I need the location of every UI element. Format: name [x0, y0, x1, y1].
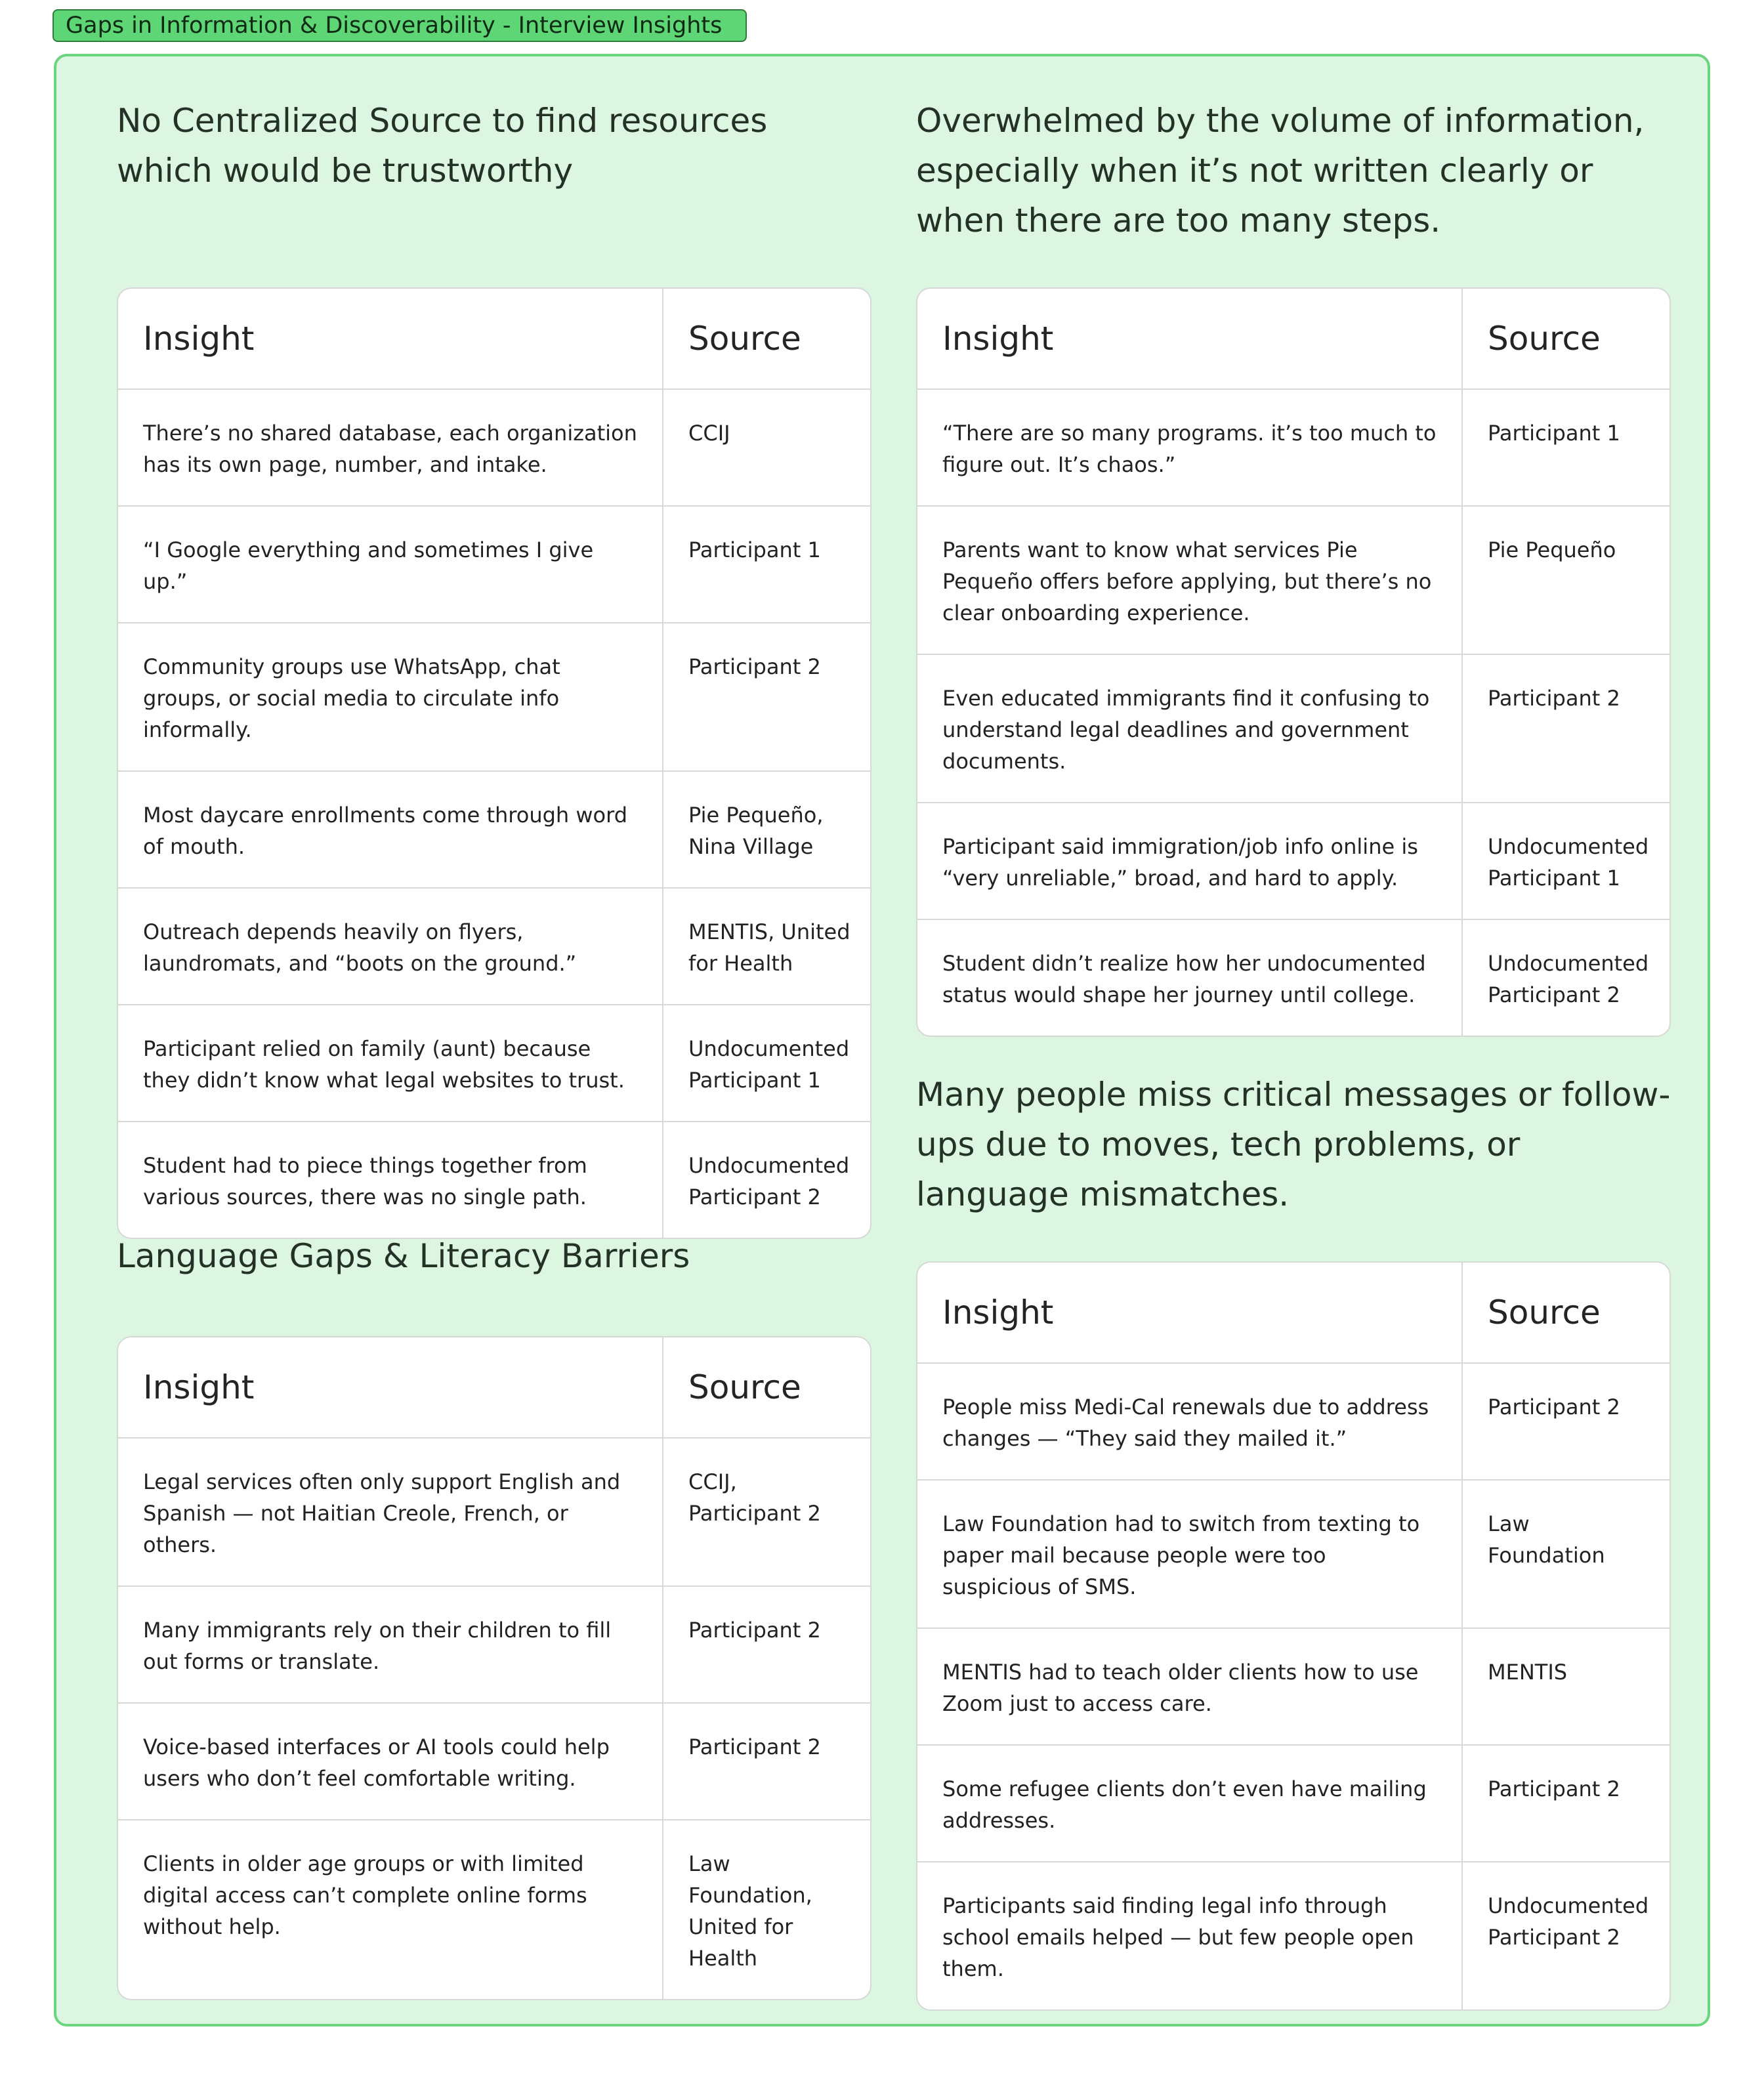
insight-cell: Some refugee clients don’t even have mailing addresses. — [917, 1745, 1462, 1862]
insight-cell: Outreach depends heavily on flyers, laundromats, and “boots on the ground.” — [118, 888, 663, 1005]
insights-table-card — [117, 287, 872, 1239]
table-row — [118, 1703, 870, 1820]
source-cell: Participant 2 — [663, 1703, 870, 1820]
table-header-row — [118, 1337, 870, 1438]
table-row — [118, 1438, 870, 1586]
table-row — [917, 1363, 1670, 1480]
source-cell: Participant 2 — [1462, 1363, 1670, 1480]
source-cell: Participant 2 — [663, 623, 870, 771]
insight-column-header: Insight — [917, 1263, 1462, 1363]
insight-cell: Legal services often only support English and Spanish — not Haitian Creole, French, or others. — [118, 1438, 663, 1586]
insight-cell: Clients in older age groups or with limited digital access can’t complete online forms without help. — [143, 1851, 587, 1939]
source-cell: CCIJ, Participant 2 — [663, 1438, 870, 1586]
insight-column-header: Insight — [118, 1337, 663, 1438]
frame-label[interactable]: Gaps in Information & Discoverability - Interview Insights — [52, 9, 747, 42]
insight-cell: Participant said immigration/job info online is “very unreliable,” broad, and hard to apply. — [917, 803, 1462, 919]
table-row — [917, 506, 1670, 654]
section-centralized-source — [117, 96, 872, 1218]
source-cell: MENTIS, United for Health — [663, 888, 870, 1005]
section-language-gaps — [117, 1231, 872, 1992]
insight-cell: “There are so many programs. it’s too much to figure out. It’s chaos.” — [917, 389, 1462, 506]
insight-cell: Voice-based interfaces or AI tools could help users who don’t feel comfortable writing. — [118, 1703, 663, 1820]
table-row — [118, 1820, 870, 1999]
source-cell: Undocumented Participant 1 — [1462, 803, 1670, 919]
table-row — [917, 1862, 1670, 2009]
insight-cell: Parents want to know what services Pie Pequeño offers before applying, but there’s no clear onboarding experience. — [917, 506, 1462, 654]
insight-cell: Many immigrants rely on their children to fill out forms or translate. — [118, 1586, 663, 1703]
table-row — [917, 654, 1670, 803]
table-row — [118, 888, 870, 1005]
insights-table — [917, 1263, 1670, 2009]
source-cell: Undocumented Participant 2 — [663, 1122, 870, 1238]
source-cell: Law Foundation, United for Health — [663, 1820, 870, 1999]
insights-table-card — [916, 1261, 1671, 2011]
table-row — [917, 1480, 1670, 1628]
insight-cell: Most daycare enrollments come through word of mouth. — [118, 771, 663, 888]
insight-cell: Law Foundation had to switch from texting to paper mail because people were too suspicious of SMS. — [917, 1480, 1462, 1628]
table-row — [118, 1586, 870, 1703]
table-row — [917, 1628, 1670, 1745]
table-row — [917, 803, 1670, 919]
source-cell: Pie Pequeño, Nina Village — [663, 771, 870, 888]
table-row — [118, 623, 870, 771]
table-row — [917, 1745, 1670, 1862]
insight-cell: Even educated immigrants find it confusing to understand legal deadlines and government documents. — [917, 654, 1462, 803]
source-column-header: Source — [1462, 289, 1670, 389]
source-cell: Law Foundation — [1462, 1480, 1670, 1628]
source-cell: Participant 2 — [663, 1586, 870, 1703]
source-cell: Undocumented Participant 2 — [1462, 1862, 1670, 2009]
source-cell: Participant 2 — [1462, 654, 1670, 803]
insight-cell: Student didn’t realize how her undocumented status would shape her journey until college. — [942, 951, 1426, 1007]
insight-cell: MENTIS had to teach older clients how to use Zoom just to access care. — [917, 1628, 1462, 1745]
source-column-header: Source — [1462, 1263, 1670, 1363]
table-row — [917, 389, 1670, 506]
table-row — [118, 506, 870, 623]
table-row — [917, 919, 1670, 1036]
table-header-row — [118, 289, 870, 389]
insights-table — [917, 289, 1670, 1036]
section-title: Many people miss critical messages or follow-ups due to moves, tech problems, or language mismatches. — [916, 1076, 1671, 1213]
insight-cell: Participant relied on family (aunt) because they didn’t know what legal websites to trust. — [118, 1005, 663, 1122]
source-cell: Pie Pequeño — [1462, 506, 1670, 654]
table-row — [118, 1122, 870, 1238]
table-row — [118, 389, 870, 506]
insight-cell: “I Google everything and sometimes I give up.” — [118, 506, 663, 623]
section-title: Overwhelmed by the volume of information, especially when it’s not written clearly or when there are too many steps. — [916, 102, 1645, 240]
insights-table-card — [117, 1336, 872, 2000]
section-missed-messages — [916, 1070, 1671, 2002]
source-column-header: Source — [663, 289, 870, 389]
table-header-row — [917, 1263, 1670, 1363]
insight-cell: People miss Medi-Cal renewals due to address changes — “They said they mailed it.” — [917, 1363, 1462, 1480]
source-column-header: Source — [663, 1337, 870, 1438]
section-title: No Centralized Source to find resources which would be trustworthy — [117, 102, 768, 190]
insight-cell: Community groups use WhatsApp, chat groups, or social media to circulate info informally. — [118, 623, 663, 771]
insights-table — [118, 1337, 870, 1999]
insight-column-header: Insight — [917, 289, 1462, 389]
table-header-row — [917, 289, 1670, 389]
table-row — [118, 1005, 870, 1122]
source-cell: Participant 1 — [663, 506, 870, 623]
insight-cell: Student had to piece things together from various sources, there was no single path. — [143, 1153, 587, 1209]
source-cell: MENTIS — [1462, 1628, 1670, 1745]
source-cell: Undocumented Participant 2 — [1462, 919, 1670, 1036]
insight-cell: There’s no shared database, each organization has its own page, number, and intake. — [118, 389, 663, 506]
insight-column-header: Insight — [118, 289, 663, 389]
source-cell: CCIJ — [663, 389, 870, 506]
insights-table-card — [916, 287, 1671, 1037]
insights-frame — [54, 54, 1710, 2026]
source-cell: Participant 2 — [1462, 1745, 1670, 1862]
insight-cell: Participants said finding legal info through school emails helped — but few people open them. — [942, 1893, 1414, 1981]
table-row — [118, 771, 870, 888]
source-cell: Participant 1 — [1462, 389, 1670, 506]
section-title: Language Gaps & Literacy Barriers — [117, 1237, 690, 1275]
insights-table — [118, 289, 870, 1238]
section-overwhelmed — [916, 96, 1671, 1067]
source-cell: Undocumented Participant 1 — [663, 1005, 870, 1122]
